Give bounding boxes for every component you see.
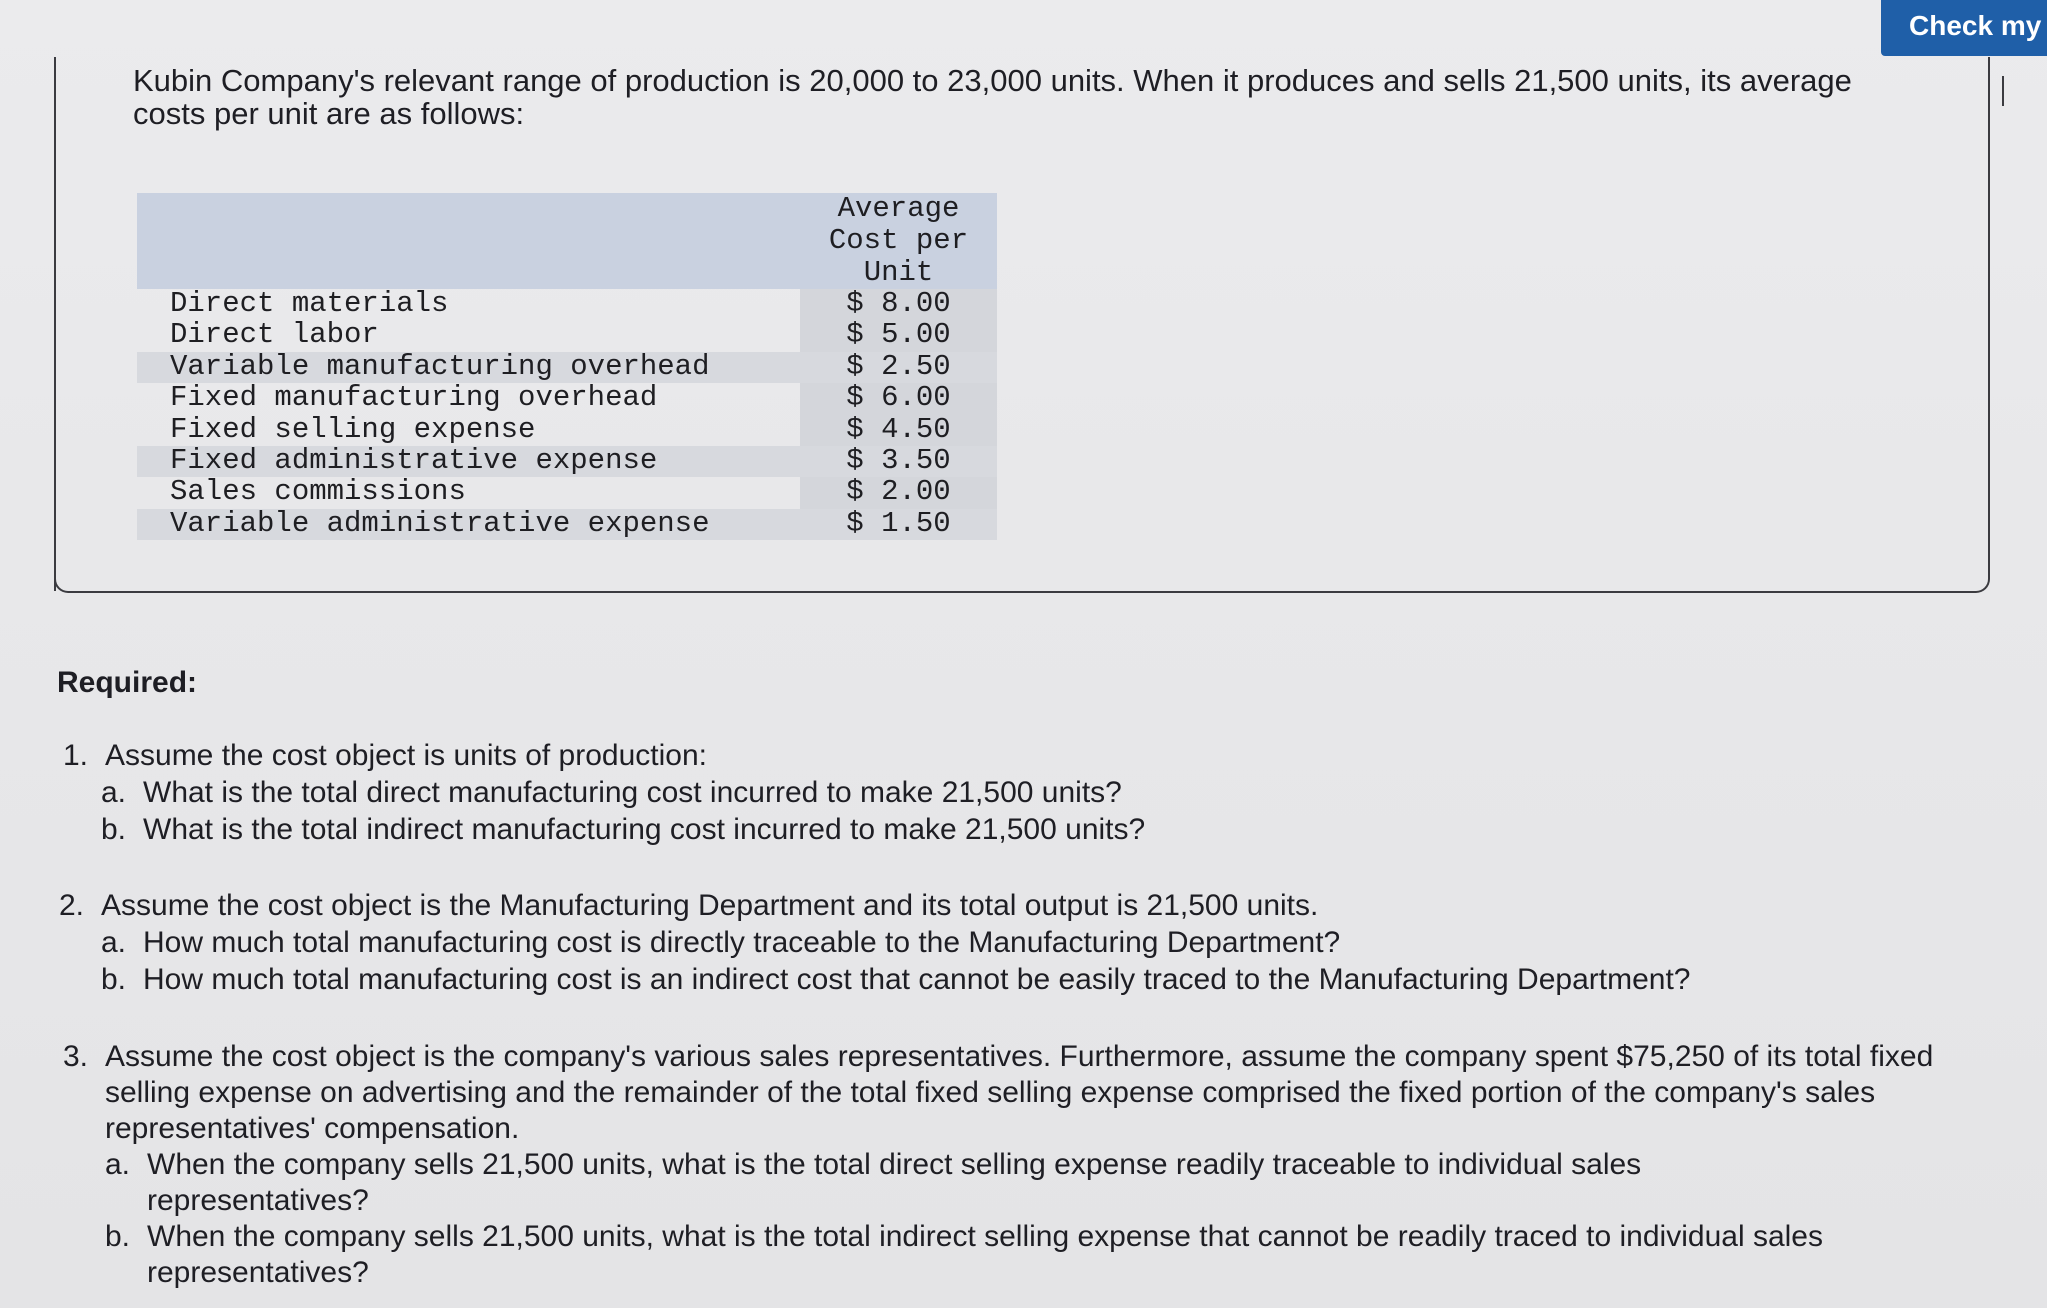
- part-letter: a.: [101, 776, 127, 809]
- part-text: What is the total direct manufacturing cost incurred to make 21,500 units?: [143, 776, 1122, 809]
- part-letter: b.: [101, 963, 127, 996]
- table-row: [137, 383, 997, 414]
- average-cost-table: [137, 193, 997, 540]
- table-row: [137, 412, 997, 446]
- row-value: $ 4.50: [846, 412, 951, 446]
- row-value: $ 8.00: [846, 287, 951, 320]
- row-label: Direct materials: [170, 287, 449, 320]
- row-value: $ 2.00: [846, 475, 951, 509]
- question-2: [59, 888, 1959, 998]
- question-number: 1.: [63, 739, 89, 772]
- row-label: Fixed manufacturing overhead: [170, 381, 658, 415]
- problem-intro-text: Kubin Company's relevant range of production is 20,000 to 23,000 units. When it produces and sells 21,500 units, its average costs per unit are as follows:: [133, 63, 1852, 131]
- question-1: [63, 738, 1963, 848]
- required-heading: Required:: [57, 666, 198, 699]
- table-row: [137, 506, 997, 540]
- part-text: How much total manufacturing cost is an indirect cost that cannot be easily traced to the Manufacturing Department?: [143, 963, 1691, 996]
- row-value: $ 1.50: [846, 506, 951, 540]
- part-letter: b.: [105, 1220, 131, 1253]
- part-text: What is the total indirect manufacturing cost incurred to make 21,500 units?: [143, 813, 1146, 846]
- column-header-average-cost: Average Cost per Unit: [828, 192, 969, 289]
- row-value: $ 5.00: [846, 318, 951, 352]
- question-text: Assume the cost object is the company's various sales representatives. Furthermore, assume the company spent $75,250 of its total fixed selling expense on advertising and the remainder of the total fixed selling expense comprised the fixed portion of the company's sales representatives' compensation.: [105, 1040, 1934, 1145]
- table-row: [137, 320, 997, 351]
- row-label: Variable administrative expense: [170, 506, 710, 540]
- row-label: Direct labor: [170, 318, 379, 352]
- part-letter: a.: [105, 1148, 131, 1181]
- row-value: $ 3.50: [846, 443, 951, 477]
- table-row: [137, 289, 997, 320]
- row-value: $ 2.50: [846, 349, 951, 383]
- question-text: Assume the cost object is the Manufacturing Department and its total output is 21,500 units.: [101, 889, 1319, 922]
- part-text: When the company sells 21,500 units, what is the total direct selling expense readily traceable to individual sales representatives?: [147, 1148, 1642, 1217]
- check-my-work-button[interactable]: Check my: [1881, 0, 2047, 56]
- part-letter: b.: [101, 813, 127, 846]
- table-row: [137, 443, 997, 477]
- row-label: Variable manufacturing overhead: [170, 349, 710, 383]
- table-row: [137, 477, 997, 508]
- table-header-row: [137, 193, 997, 289]
- row-label: Fixed selling expense: [170, 412, 536, 446]
- question-number: 2.: [59, 889, 85, 922]
- question-text: Assume the cost object is units of production:: [105, 739, 707, 772]
- row-value: $ 6.00: [846, 381, 951, 415]
- row-label: Fixed administrative expense: [170, 443, 658, 477]
- question-number: 3.: [63, 1040, 89, 1073]
- row-label: Sales commissions: [170, 475, 466, 509]
- question-3: [63, 1039, 1963, 1299]
- part-text: When the company sells 21,500 units, what is the total indirect selling expense that cannot be readily traced to individual sales representatives?: [147, 1220, 1823, 1289]
- table-row: [137, 349, 997, 383]
- part-text: How much total manufacturing cost is directly traceable to the Manufacturing Department?: [143, 926, 1341, 959]
- part-letter: a.: [101, 926, 127, 959]
- problem-box-edge: [2002, 76, 2004, 106]
